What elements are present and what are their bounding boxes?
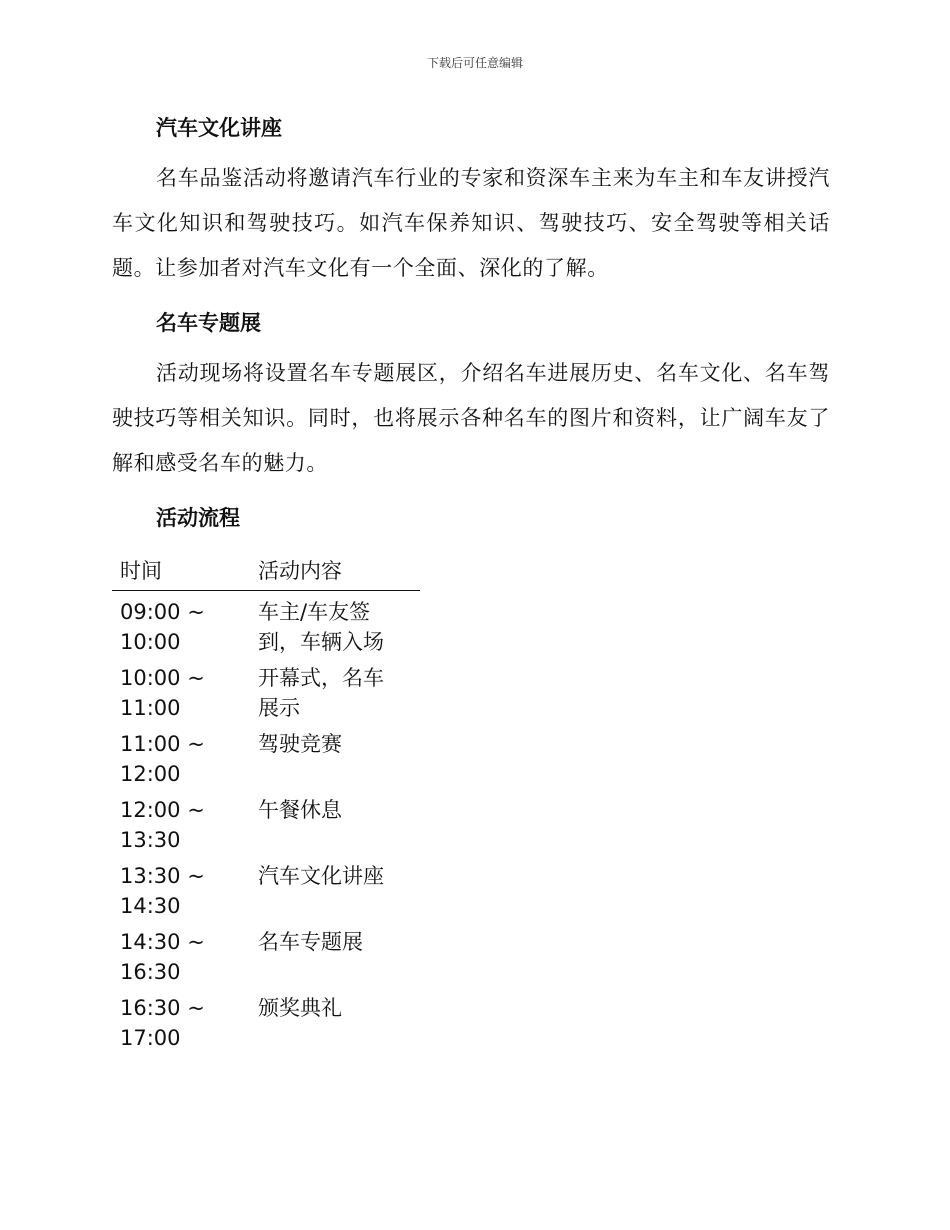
activity-line: 驾驶竞赛	[258, 732, 342, 756]
schedule-time-cell	[112, 591, 250, 658]
time-end: 17:00	[120, 1026, 181, 1050]
activity-line: 午餐休息	[258, 798, 342, 822]
schedule-activity-cell	[250, 789, 420, 855]
schedule-activity-cell	[250, 855, 420, 921]
schedule-header-row	[112, 556, 420, 591]
schedule-time-cell	[112, 789, 250, 855]
schedule-time-cell	[112, 657, 250, 723]
activity-line: 到，车辆入场	[258, 630, 384, 654]
schedule-time-cell	[112, 987, 250, 1053]
time-end: 12:00	[120, 762, 181, 786]
activity-line: 名车专题展	[258, 930, 363, 954]
section-title-car-culture-lecture: 汽车文化讲座	[156, 116, 282, 140]
time-start: 14:30 ~	[120, 930, 205, 954]
activity-line: 展示	[258, 696, 300, 720]
document-body	[112, 108, 830, 1053]
schedule-header-activity: 活动内容	[250, 556, 420, 591]
section-title-famous-car-exhibition: 名车专题展	[156, 311, 261, 335]
schedule-time-cell	[112, 921, 250, 987]
schedule-activity-cell	[250, 987, 420, 1053]
time-end: 11:00	[120, 696, 181, 720]
schedule-header-time: 时间	[112, 556, 250, 591]
time-end: 14:30	[120, 894, 181, 918]
time-start: 16:30 ~	[120, 996, 205, 1020]
activity-line: 颁奖典礼	[258, 996, 342, 1020]
table-row	[112, 921, 420, 987]
time-end: 10:00	[120, 630, 181, 654]
page-header: 下载后可任意编辑	[426, 56, 523, 70]
table-row	[112, 723, 420, 789]
time-start: 10:00 ~	[120, 666, 205, 690]
section-title-event-schedule: 活动流程	[156, 506, 240, 530]
paragraph-famous-car-exhibition: 活动现场将设置名车专题展区，介绍名车进展历史、名车文化、名车驾驶技巧等相关知识。同时，也将展示各种名车的图片和资料，让广阔车友了解和感受名车的魅力。	[112, 361, 830, 475]
time-end: 16:30	[120, 960, 181, 984]
schedule-time-cell	[112, 723, 250, 789]
activity-line: 汽车文化讲座	[258, 864, 384, 888]
time-start: 11:00 ~	[120, 732, 205, 756]
activity-line: 车主/车友签	[258, 600, 371, 624]
time-start: 12:00 ~	[120, 798, 205, 822]
activity-line: 开幕式，名车	[258, 666, 384, 690]
schedule-activity-cell	[250, 723, 420, 789]
schedule-time-cell	[112, 855, 250, 921]
time-end: 13:30	[120, 828, 181, 852]
schedule-activity-cell	[250, 921, 420, 987]
table-row	[112, 855, 420, 921]
table-row	[112, 591, 420, 658]
schedule-activity-cell	[250, 657, 420, 723]
table-row	[112, 987, 420, 1053]
schedule-table	[112, 556, 420, 1053]
time-start: 13:30 ~	[120, 864, 205, 888]
time-start: 09:00 ~	[120, 600, 205, 624]
table-row	[112, 657, 420, 723]
schedule-activity-cell	[250, 591, 420, 658]
paragraph-car-culture-lecture: 名车品鉴活动将邀请汽车行业的专家和资深车主来为车主和车友讲授汽车文化知识和驾驶技巧。如汽车保养知识、驾驶技巧、安全驾驶等相关话题。让参加者对汽车文化有一个全面、深化的了解。	[112, 166, 830, 280]
table-row	[112, 789, 420, 855]
